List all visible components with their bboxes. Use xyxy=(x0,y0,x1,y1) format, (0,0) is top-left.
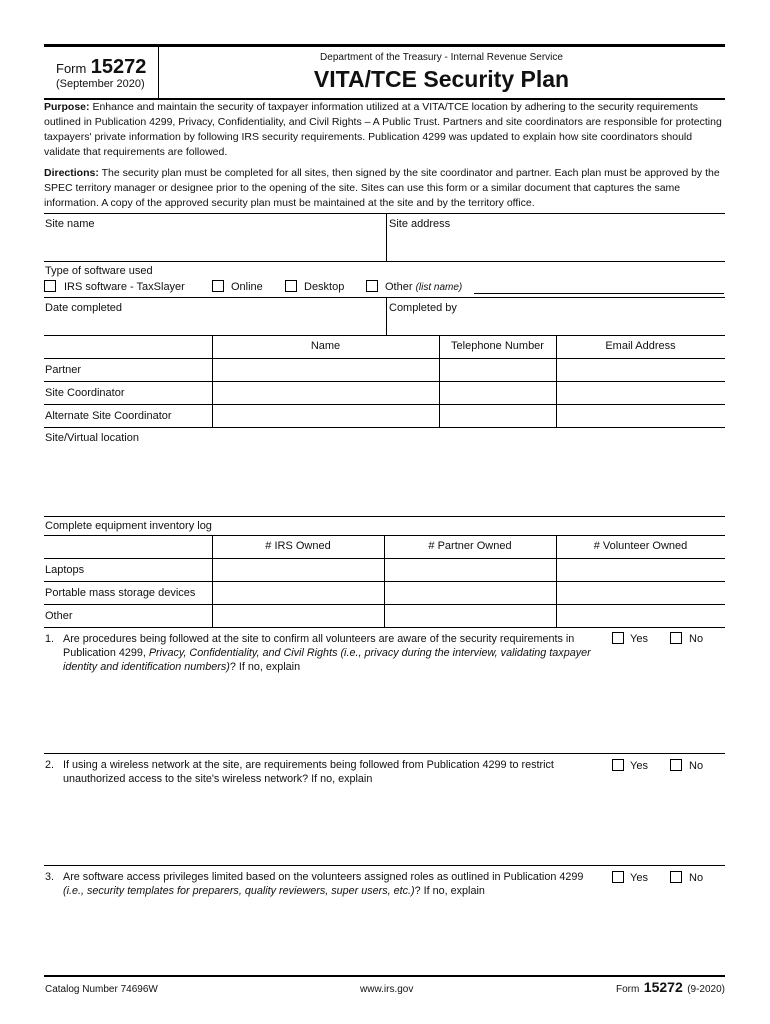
agency-name: Department of the Treasury - Internal Revenue Service xyxy=(320,52,563,63)
question-1-italic: Privacy, Confidentiality, and Civil Rights (i.e., privacy during the interview, validating taxpayer identity and identification numbers) xyxy=(63,647,591,673)
contact-row-partner: Partner xyxy=(45,364,82,376)
inventory-row-storage: Portable mass storage devices xyxy=(45,587,196,599)
date-completed-input[interactable] xyxy=(45,316,380,332)
question-1-yes-label: Yes xyxy=(630,633,648,645)
question-1-yes-checkbox[interactable] xyxy=(612,632,624,644)
question-3-explain[interactable] xyxy=(63,905,718,967)
inventory-col-partner: # Partner Owned xyxy=(428,540,512,552)
inventory-col-volunteer: # Volunteer Owned xyxy=(593,540,688,552)
question-3-yes-checkbox[interactable] xyxy=(612,871,624,883)
question-3-suffix: ? If no, explain xyxy=(414,885,485,897)
location-textarea[interactable] xyxy=(45,448,720,512)
completed-by-input[interactable] xyxy=(389,316,719,332)
coordinator-name-input[interactable] xyxy=(216,385,434,401)
question-3-number: 3. xyxy=(45,871,55,883)
coordinator-email-input[interactable] xyxy=(560,385,720,401)
footer-form-word: Form xyxy=(616,984,640,995)
alt-coordinator-phone-input[interactable] xyxy=(443,408,551,424)
desktop-checkbox[interactable] xyxy=(285,280,297,292)
directions-paragraph xyxy=(44,166,725,211)
software-type-label: Type of software used xyxy=(45,265,153,277)
question-1-number: 1. xyxy=(45,633,55,645)
other-irs-input[interactable] xyxy=(216,608,379,624)
purpose-label: Purpose: xyxy=(44,101,90,113)
coordinator-phone-input[interactable] xyxy=(443,385,551,401)
partner-name-input[interactable] xyxy=(216,362,434,378)
question-3-yes-label: Yes xyxy=(630,872,648,884)
form-id xyxy=(56,56,146,79)
site-address-input[interactable] xyxy=(389,236,719,254)
inventory-row-other: Other xyxy=(45,610,73,622)
footer-form-id xyxy=(615,979,725,997)
online-checkbox[interactable] xyxy=(212,280,224,292)
alt-coordinator-name-input[interactable] xyxy=(216,408,434,424)
contacts-col-name: Name xyxy=(310,340,341,352)
storage-volunteer-input[interactable] xyxy=(560,585,720,601)
storage-irs-input[interactable] xyxy=(216,585,379,601)
inventory-row-laptops: Laptops xyxy=(45,564,85,576)
alt-coordinator-email-input[interactable] xyxy=(560,408,720,424)
desktop-label: Desktop xyxy=(304,281,345,293)
question-3-no-label: No xyxy=(689,872,704,884)
question-1 xyxy=(45,632,605,674)
footer-form-rev: (9-2020) xyxy=(687,984,725,995)
question-1-text: Are procedures being followed at the site to confirm all volunteers are aware of the security requirements in Publication 4299, xyxy=(63,633,575,659)
question-3-no-checkbox[interactable] xyxy=(670,871,682,883)
inventory-label: Complete equipment inventory log xyxy=(45,520,212,532)
other-hint: (list name) xyxy=(415,282,463,293)
footer-form-number: 15272 xyxy=(643,979,683,995)
question-2 xyxy=(45,758,605,786)
contact-row-alternate-coordinator: Alternate Site Coordinator xyxy=(45,410,172,422)
question-1-no-checkbox[interactable] xyxy=(670,632,682,644)
taxslayer-checkbox[interactable] xyxy=(44,280,56,292)
other-software-label xyxy=(385,280,462,295)
site-address-label: Site address xyxy=(389,218,451,230)
question-1-suffix: ? If no, explain xyxy=(229,661,301,673)
contacts-col-phone: Telephone Number xyxy=(451,340,544,352)
question-2-no-label: No xyxy=(689,760,704,772)
date-completed-label: Date completed xyxy=(45,302,123,314)
question-1-no-label: No xyxy=(689,633,704,645)
contact-row-site-coordinator: Site Coordinator xyxy=(45,387,125,399)
site-name-label: Site name xyxy=(45,218,95,230)
laptops-volunteer-input[interactable] xyxy=(560,562,720,578)
location-label: Site/Virtual location xyxy=(45,432,139,444)
partner-email-input[interactable] xyxy=(560,362,720,378)
contacts-col-email: Email Address xyxy=(605,340,676,352)
question-2-text: If using a wireless network at the site, are requirements being followed from Publication 4299 to restrict unauthorized access to the site's wireless network? If no, explain xyxy=(63,759,554,785)
website-text: www.irs.gov xyxy=(360,984,414,995)
question-2-no-checkbox[interactable] xyxy=(670,759,682,771)
other-partner-input[interactable] xyxy=(388,608,551,624)
purpose-paragraph xyxy=(44,100,725,160)
form-number: 15272 xyxy=(90,56,147,78)
question-2-yes-checkbox[interactable] xyxy=(612,759,624,771)
directions-label: Directions: xyxy=(44,167,99,179)
site-name-input[interactable] xyxy=(45,236,380,254)
laptops-partner-input[interactable] xyxy=(388,562,551,578)
storage-partner-input[interactable] xyxy=(388,585,551,601)
online-label: Online xyxy=(231,281,263,293)
form-header xyxy=(44,44,725,100)
page-title: VITA/TCE Security Plan xyxy=(313,66,570,92)
partner-phone-input[interactable] xyxy=(443,362,551,378)
completed-by-label: Completed by xyxy=(389,302,457,314)
directions-text: The security plan must be completed for all sites, then signed by the site coordinator and partner. Each plan must be approved by the SPEC territory manager or designee prior to the opening of the site. Sites can use this form or a similar document that captures the same information. A copy of the approved security plan must be maintained at the site and by the territory office. xyxy=(44,167,720,209)
taxslayer-label: IRS software - TaxSlayer xyxy=(64,281,185,293)
other-label-text: Other xyxy=(385,281,413,293)
question-2-explain[interactable] xyxy=(63,792,718,860)
inventory-col-irs: # IRS Owned xyxy=(265,540,331,552)
question-2-yes-label: Yes xyxy=(630,760,648,772)
catalog-number: Catalog Number 74696W xyxy=(45,984,158,995)
question-2-number: 2. xyxy=(45,759,55,771)
other-volunteer-input[interactable] xyxy=(560,608,720,624)
question-3 xyxy=(45,870,605,898)
question-1-explain[interactable] xyxy=(63,680,718,748)
laptops-irs-input[interactable] xyxy=(216,562,379,578)
other-software-input[interactable] xyxy=(474,279,724,294)
question-3-text: Are software access privileges limited based on the volunteers assigned roles as outlined in Publication 4299 xyxy=(63,871,584,883)
question-3-italic: (i.e., security templates for preparers, quality reviewers, super users, etc.) xyxy=(63,885,415,897)
purpose-text: Enhance and maintain the security of taxpayer information utilized at a VITA/TCE location by adhering to the security requirements outlined in Publication 4299, Privacy, Confidentiality, and Civil Rights – A Public Trust. Partners and site coordinators are responsible for protecting taxpayers' private information by following IRS security requirements. Publication 4299 was updated to explain how site coordinators should validate that requirements are followed. xyxy=(44,101,722,158)
other-software-checkbox[interactable] xyxy=(366,280,378,292)
form-date: (September 2020) xyxy=(56,78,145,90)
form-word: Form xyxy=(56,61,87,76)
